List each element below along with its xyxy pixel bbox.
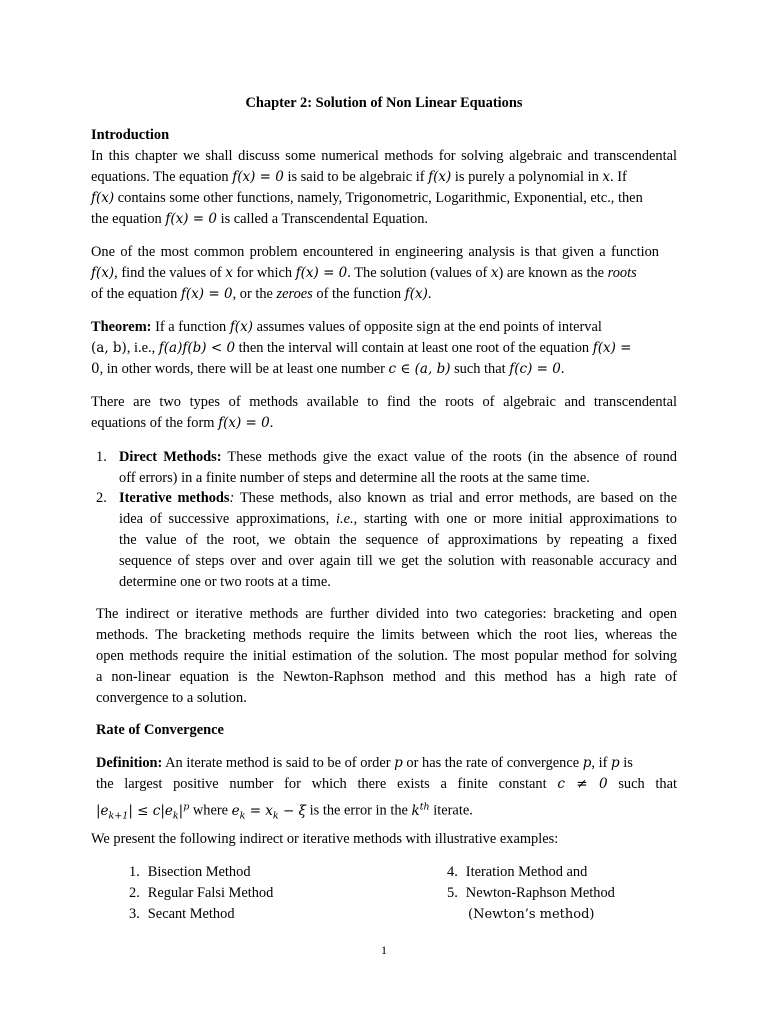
- p2-line-3: of the equation f(x) = 0, or the zeroes of the function f(x).: [91, 286, 432, 302]
- p5-line-5: convergence to a solution.: [96, 690, 247, 706]
- method-2-number: 2.: [96, 490, 107, 506]
- method-2-line-2: idea of successive approximations, i.e., starting with one or more initial approximations to: [119, 511, 677, 527]
- list-item-4: 4. Iteration Method and: [447, 864, 588, 880]
- definition-line-3: $|e_{k+1}| \le c|e_k|^p$ where $e_k = x_k - \xi$ is the error in the $k^{th}$ iterate.: [96, 801, 473, 822]
- definition-line-1: Definition: An iterate method is said to be of order p or has the rate of convergence p, if p is: [96, 755, 633, 771]
- list-item-2: 2. Regular Falsi Method: [129, 885, 274, 901]
- p5-line-3: open methods require the initial estimation of the solution. The most popular method for solving: [96, 648, 677, 664]
- theorem-line-2: (a, b), i.e., f(a)f(b) < 0 then the interval will contain at least one root of the equation f(x) =: [91, 340, 632, 356]
- list-item-3: 3. Secant Method: [129, 906, 235, 922]
- chapter-title: Chapter 2: Solution of Non Linear Equations: [245, 95, 523, 111]
- p2-line-1: One of the most common problem encountered in engineering analysis is that given a function: [91, 244, 659, 260]
- intro-line-1: In this chapter we shall discuss some numerical methods for solving algebraic and transcendental: [91, 148, 677, 164]
- theorem-line-3: 0, in other words, there will be at least one number c ∈ (a, b) such that f(c) = 0.: [91, 361, 565, 377]
- p7-line: We present the following indirect or iterative methods with illustrative examples:: [91, 831, 559, 847]
- error-definition: $e_k = x_k - \xi$: [231, 802, 307, 822]
- method-2-line-3: the value of the root, we obtain the sequence of approximations by repeating a fixed: [119, 532, 677, 548]
- method-1-line-2: off errors) in a finite number of steps and determine all the roots at the same time.: [119, 470, 590, 486]
- method-2-line-4: sequence of steps over and over again till we get the solution with reasonable accuracy and: [119, 553, 677, 569]
- p2-line-2: f(x), find the values of x for which f(x) = 0. The solution (values of x) are known as the roots: [91, 265, 637, 281]
- list-item-5: 5. Newton-Raphson Method: [447, 885, 615, 901]
- p4-line-1: There are two types of methods available to find the roots of algebraic and transcendental: [91, 394, 677, 410]
- definition-line-2: the largest positive number for which there exists a finite constant c ≠ 0 such that: [96, 776, 678, 792]
- intro-line-2: equations. The equation f(x) = 0 is said to be algebraic if f(x) is purely a polynomial in x. If: [91, 169, 627, 185]
- method-1-number: 1.: [96, 449, 107, 465]
- convergence-inequality: $|e_{k+1}| \le c|e_k|^p$: [96, 801, 190, 822]
- list-item-1: 1. Bisection Method: [129, 864, 251, 880]
- page-number: 1: [381, 943, 387, 957]
- p5-line-2: methods. The bracketing methods require the limits between which the root lies, whereas the: [96, 627, 677, 643]
- theorem-line-1: Theorem: If a function f(x) assumes values of opposite sign at the end points of interval: [91, 319, 602, 335]
- intro-line-4: the equation f(x) = 0 is called a Transcendental Equation.: [91, 211, 428, 227]
- p4-line-2: equations of the form f(x) = 0.: [91, 415, 274, 431]
- method-2-line-5: determine one or two roots at a time.: [119, 574, 331, 590]
- p5-line-4: a non-linear equation is the Newton-Raphson method and this method has a high rate of: [96, 669, 677, 685]
- method-1-line-1: Direct Methods: These methods give the exact value of the roots (in the absence of round: [119, 449, 677, 465]
- intro-heading: Introduction: [91, 127, 170, 143]
- intro-line-3: f(x) contains some other functions, namely, Trigonometric, Logarithmic, Exponential, etc., then: [91, 190, 643, 206]
- list-item-5-note: (Newton’s method): [468, 907, 595, 922]
- method-2-line-1: Iterative methods: These methods, also known as trial and error methods, are based on the: [119, 490, 677, 506]
- rate-heading: Rate of Convergence: [96, 722, 224, 738]
- p5-line-1: The indirect or iterative methods are further divided into two categories: bracketing and open: [96, 606, 677, 622]
